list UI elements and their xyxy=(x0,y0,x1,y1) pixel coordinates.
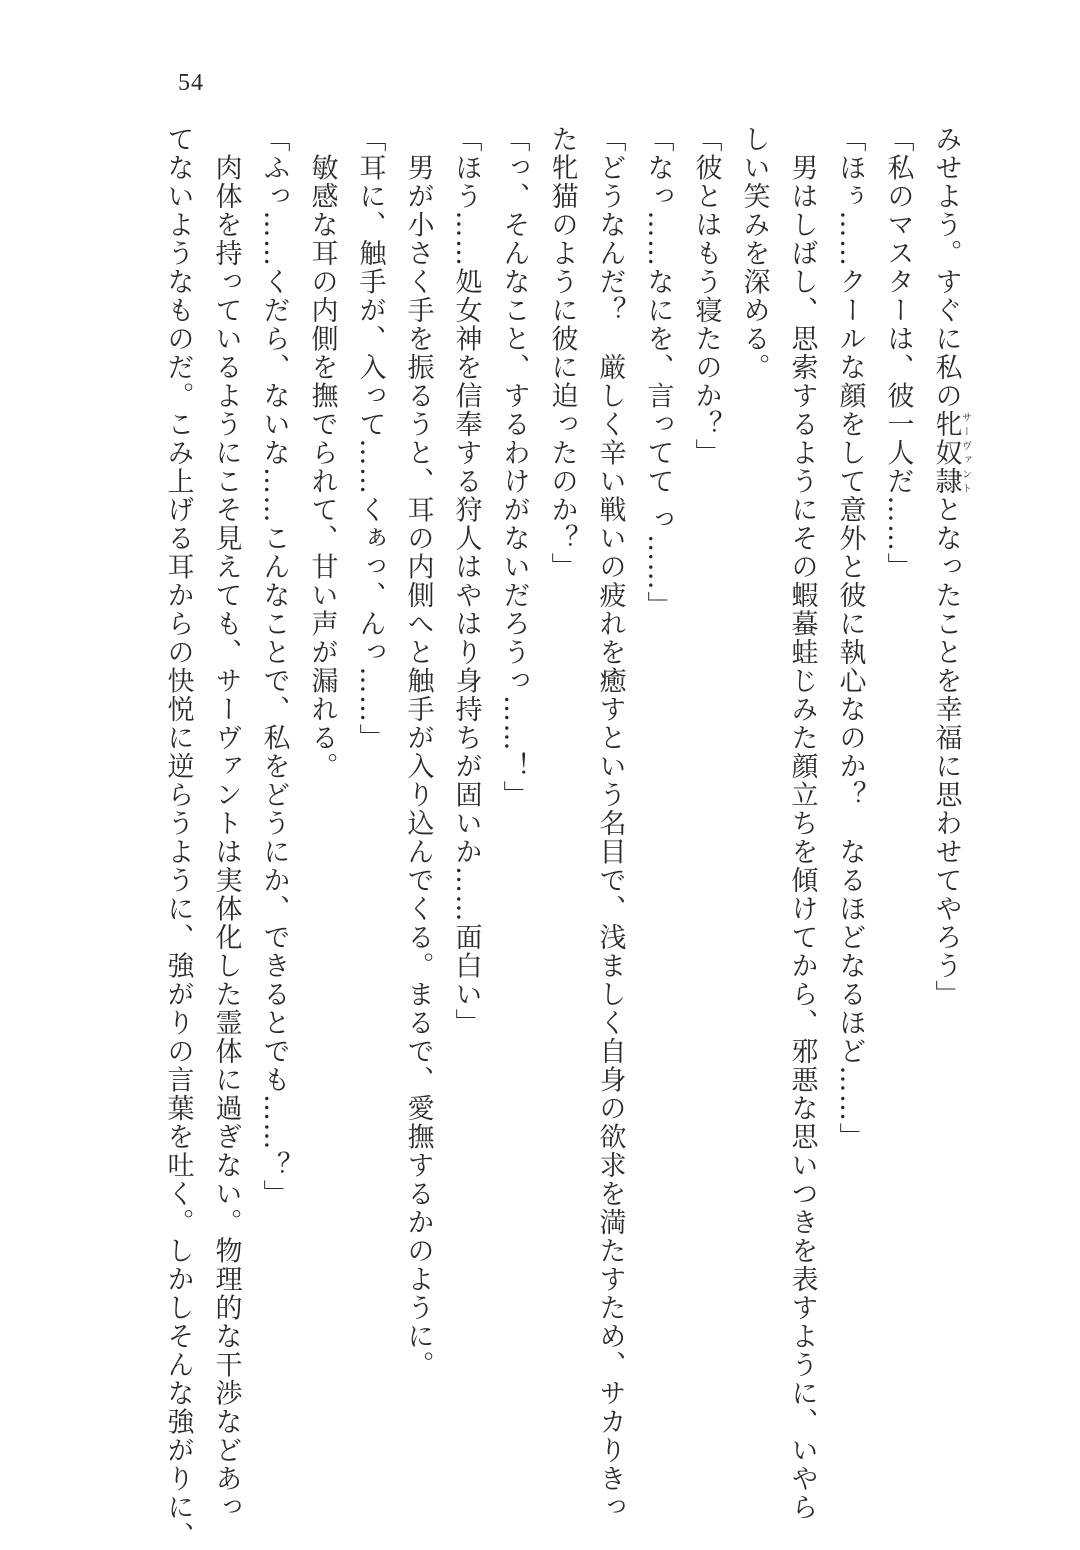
text-line-part: となったことを幸福に思わせてやろう」 xyxy=(930,495,962,1009)
text-line: 「彼とはもう寝たのか？」 xyxy=(690,125,722,467)
text-line: しい笑みを深める。 xyxy=(738,125,770,382)
text-line: 「っ、そんなこと、するわけがないだろうっ……！」 xyxy=(498,125,530,809)
text-line: 「なっ……なにを、言ってて っ……」 xyxy=(642,125,674,620)
page-number: 54 xyxy=(178,70,204,96)
text-line: 「ほう……処女神を信奉する狩人はやはり身持ちが固いか……面白い」 xyxy=(450,125,482,1037)
text-line-part: みせよう。すぐに私の xyxy=(930,125,962,410)
text-line: 「どうなんだ？ 厳しく辛い戦いの疲れを癒すという名目で、浅ましく自身の欲求を満たすため、サカりきっ xyxy=(594,125,626,1522)
ruby-annotation xyxy=(930,410,971,496)
text-line xyxy=(922,125,971,1505)
text-line: 肉体を持っているようにこそ見えても、サーヴァントは実体化した霊体に過ぎない。物理的な干渉などあっ xyxy=(210,125,242,1522)
text-line: 「私のマスターは、彼一人だ……」 xyxy=(882,125,914,581)
text-line: 「ふっ……くだら、ないな……こんなことで、私をどうにか、できるとでも……？」 xyxy=(258,125,290,1208)
ruby-base: 牝奴隷 xyxy=(930,410,962,496)
text-line: 男はしばし、思索するようにその蝦蟇蛙じみた顔立ちを傾けてから、邪悪な思いつきを表すように、いやら xyxy=(786,125,818,1522)
text-line: 男が小さく手を振るうと、耳の内側へと触手が入り込んでくる。まるで、愛撫するかのように。 xyxy=(402,125,434,1379)
text-line: 敏感な耳の内側を撫でられて、甘い声が漏れる。 xyxy=(306,125,338,781)
text-line: 「ほぅ……クールな顔をして意外と彼に執心なのか？ なるほどなるほど……」 xyxy=(834,125,866,1151)
ruby-reading: サーヴァント xyxy=(959,410,971,496)
text-line: てないようなものだ。こみ上げる耳からの快悦に逆らうように、強がりの言葉を吐く。しかしそんな強がりに、 xyxy=(162,125,194,1550)
text-line: 「耳に、触手が、入って……くぁっ、んっ……」 xyxy=(354,125,386,752)
novel-text-body xyxy=(162,125,971,1550)
text-line: た牝猫のように彼に迫ったのか？」 xyxy=(546,125,578,581)
